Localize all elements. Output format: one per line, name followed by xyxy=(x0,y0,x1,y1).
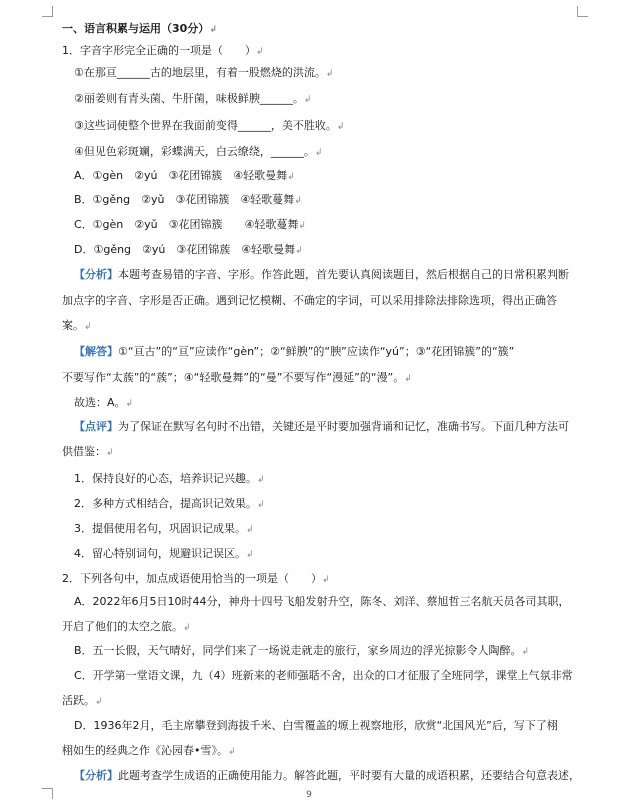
q1-item: ①在那亘______古的地层里，有着一股燃烧的洪流。↲ xyxy=(74,66,334,79)
q1-option: B．①gěng ②yǔ ③花团锦簇 ④轻歌蔓舞↲ xyxy=(74,193,302,206)
q1-analysis: 【分析】本题考查易错的字音、字形。作答此题，首先要认真阅读题目，然后根据自己的日常积累判断 xyxy=(74,268,569,281)
q2-analysis: 【分析】此题考查学生成语的正确使用能力。解答此题，平时要有大量的成语积累，还要结合句意表述， xyxy=(74,769,580,782)
page-number: 9 xyxy=(306,790,312,800)
section-title: 一、语言积累与运用（30分）↲ xyxy=(62,22,217,35)
q1-analysis-cont: 案。↲ xyxy=(62,319,92,332)
q1-tip: 4．留心特别词句，规避识记误区。↲ xyxy=(74,547,254,560)
q2-option-c-cont: 活跃。↲ xyxy=(62,694,103,707)
q1-tip: 3．提倡使用名句，巩固识记成果。↲ xyxy=(74,522,254,535)
crop-mark-top-right xyxy=(577,6,588,17)
q1-comment-cont: 供借鉴：↲ xyxy=(62,445,114,458)
q2-option-b: B．五一长假，天气晴好，同学们来了一场说走就走的旅行，家乡周边的浮光掠影令人陶醉。↲ xyxy=(74,644,530,657)
q1-analysis-cont: 加点字的字音、字形是否正确。遇到记忆模糊、不确定的字词，可以采用排除法排除选项，得出正确答 xyxy=(62,294,557,307)
q2-option-c: C．开学第一堂语文课，九（4）班新来的老师强聒不舍，出众的口才征服了全班同学，课堂上气氛非常 xyxy=(74,669,573,682)
q1-tip: 1．保持良好的心态，培养识记兴趣。↲ xyxy=(74,472,265,485)
q2-option-d: D．1936年2月，毛主席攀登到海拔千米、白雪覆盖的塬上视察地形，欣赏“北国风光”后，写下了栩 xyxy=(74,719,558,732)
q2-option-a-cont: 开启了他们的太空之旅。↲ xyxy=(62,620,191,633)
q1-option: A．①gèn ②yú ③花团锦簇 ④轻歌曼舞↲ xyxy=(74,169,295,182)
q1-item: ③这些词使整个世界在我面前变得______，美不胜收。↲ xyxy=(74,119,345,132)
q1-item: ④但见色彩斑斓，彩蝶满天，白云缭绕，______。↲ xyxy=(74,145,323,158)
q1-stem: 1．字音字形完全正确的一项是（ ）↲ xyxy=(62,44,264,57)
q2-stem: 2．下列各句中，加点成语使用恰当的一项是（ ）↲ xyxy=(62,572,330,585)
q2-option-a: A．2022年6月5日10时44分，神舟十四号飞船发射升空，陈冬、刘洋、蔡旭哲三名航天员各司其职， xyxy=(74,595,570,608)
q1-tip: 2．多种方式相结合，提高识记效果。↲ xyxy=(74,497,265,510)
q1-answer-cont: 不要写作“太蔟”的“蔟”；④“轻歌曼舞”的“曼”不要写作“漫延”的“漫”。↲ xyxy=(62,371,412,384)
q1-item: ②丽姜则有青头菌、牛肝菌，味极鲜腴______。↲ xyxy=(74,92,312,105)
q2-option-d-cont: 栩如生的经典之作《沁园春•雪》。↲ xyxy=(62,744,236,757)
q1-comment: 【点评】为了保证在默写名句时不出错，关键还是平时要加强背诵和记忆，准确书写。下面几种方法可 xyxy=(74,420,569,433)
crop-mark-top-left xyxy=(42,6,53,17)
q1-choice: 故选：A。↲ xyxy=(74,396,134,409)
q1-option: C．①gèn ②yǔ ③花团锦簇 ④轻歌蔓舞↲ xyxy=(74,218,306,231)
q1-answer: 【解答】①“亘古”的“亘”应读作“gèn”；②“鲜腴”的“腴”应读作“yú”；③“花团锦簇”的“簇” xyxy=(74,345,515,358)
q1-option: D．①gěng ②yú ③花团锦蔟 ④轻歌曼舞↲ xyxy=(74,243,303,256)
